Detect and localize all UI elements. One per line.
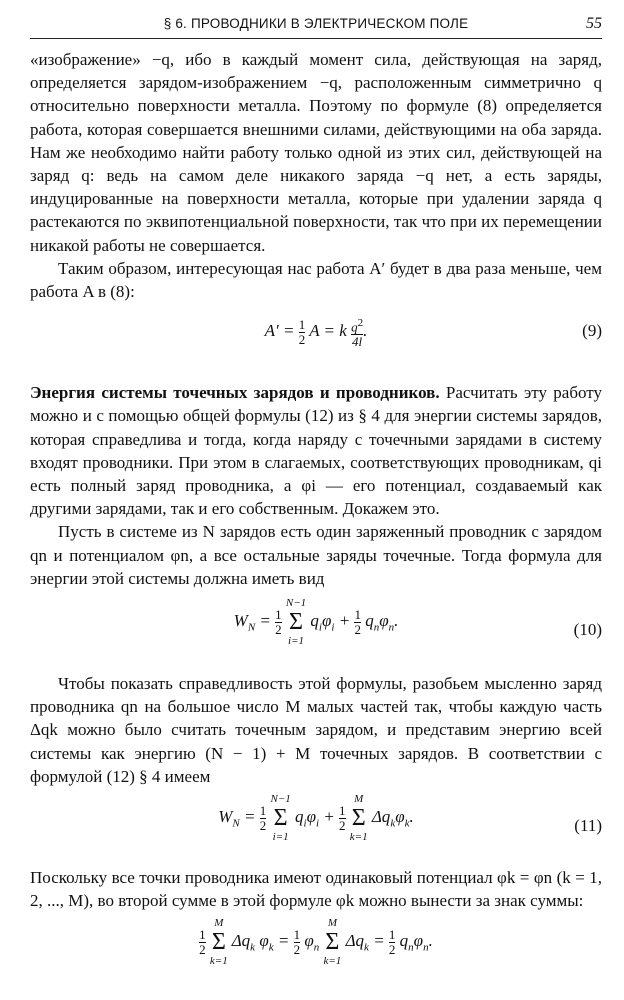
equation-11-number: (11)	[574, 816, 602, 836]
equation-unnumbered: $\frac{1}{2}$ M Σ k=1 $\Delta q_k$ $\varphi_k$ = $\frac{1}{2}$ $\varphi_n$ M Σ k=1 $\Delta q_k$ = $\frac{1}{2}$ $q_n\varphi_n$.	[199, 917, 433, 968]
paragraph-4: Пусть в системе из N зарядов есть один заряженный проводник с зарядом qn и потенциалом φn, а все остальные заряды точечные. Тогда формула для энергии этой системы должна иметь вид	[30, 522, 602, 588]
paragraph-1: «изображение» −q, ибо в каждый момент сила, действующая на заряд, определяется зарядом-изображением −q, расположенным симметрично q относительно поверхности металла. Поэтому по формуле (8) определяется работа, которая совершается внешними силами, действующими на оба заряда. Нам же необходимо найти работу только одной из этих сил, действующей на заряд q: ведь на самом деле никакого заряда −q нет, а есть заряды, индуцированные на поверхности металла, которые при удалении заряда q растекаются по эквипотенциальной поверхности, так что при их перемещении никакой работы не совершается.	[30, 50, 602, 255]
equation-10-number: (10)	[573, 620, 602, 640]
equation-9-number: (9)	[582, 321, 602, 341]
page-body	[30, 48, 602, 986]
paragraph-2: Таким образом, интересующая нас работа A′ будет в два раза меньше, чем работа A в (8):	[30, 258, 602, 302]
equation-9: A′ = $\frac{1}{2}$ A = k $\frac{q^2}{4l}$ . (9)	[264, 316, 602, 349]
paragraph-5: Чтобы показать справедливость этой формулы, разобьем мысленно заряд проводника qn на большое число M малых частей так, чтобы каждую часть Δqk можно было считать точечным зарядом, и представим энергию всей системы как энергию (N − 1) + M точечных зарядов. В соответствии с формулой (12) § 4 имеем	[30, 674, 602, 786]
running-title: § 6. ПРОВОДНИКИ В ЭЛЕКТРИЧЕСКОМ ПОЛЕ	[163, 16, 469, 31]
section-heading: Энергия системы точечных зарядов и проводников.	[30, 383, 440, 403]
paragraph-6: Поскольку все точки проводника имеют одинаковый потенциал φk = φn (k = 1, 2, ..., M), во второй сумме в этой формуле φk можно вынести за знак суммы:	[30, 868, 602, 911]
equation-10: $W_N$ = $\frac{1}{2}$ N−1 Σ i=1 $q_i\varphi_i$ + $\frac{1}{2}$ $q_n\varphi_n$. (10)	[233, 597, 602, 648]
paragraph-3-text: Расчитать эту работу можно и с помощью общей формулы (12) из § 4 для энергии системы зарядов, которая справедлива и тогда, когда наряду с точечными зарядами в систему входят проводники. При этом в слагаемых, соответствующих проводникам, qi есть полный заряд проводника, а φi — его потенциал, создаваемый как другими зарядами, так и его собственным. Докажем это.	[30, 383, 602, 519]
equation-11: $W_N$ = $\frac{1}{2}$ N−1 Σ i=1 $q_i\varphi_i$ + $\frac{1}{2}$ M Σ k=1 $\Delta q_k\varphi_k$. (11)	[218, 793, 602, 844]
page-number: 55	[586, 15, 602, 32]
page-header	[30, 8, 602, 39]
paragraph-3	[30, 381, 602, 520]
